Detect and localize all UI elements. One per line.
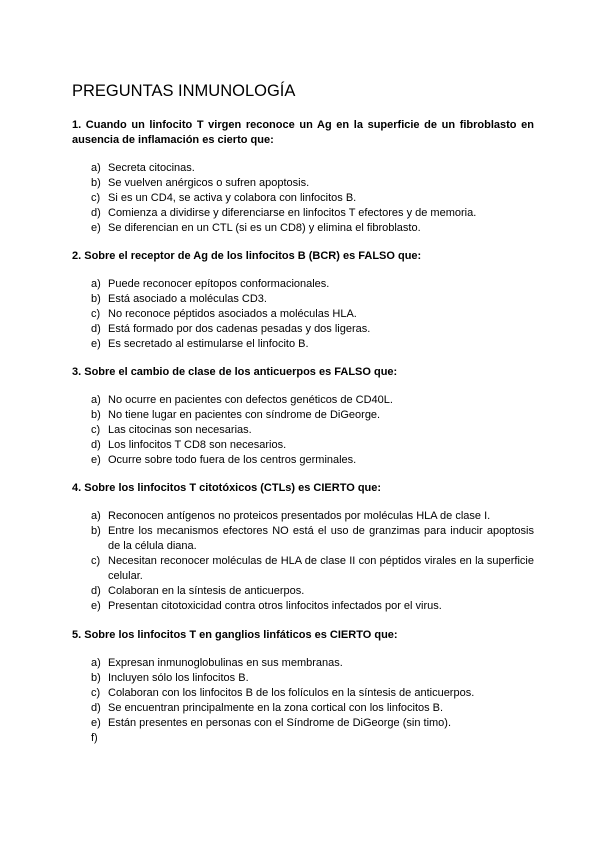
question-5 [72, 628, 534, 744]
option-a [91, 509, 534, 524]
option-letter: a) [91, 657, 101, 669]
option-letter: e) [91, 600, 101, 612]
option-e [91, 599, 534, 614]
option-letter: a) [91, 278, 101, 290]
option-b [91, 176, 534, 191]
option-text: Comienza a dividirse y diferenciarse en linfocitos T efectores y de memoria. [108, 207, 477, 219]
question-1 [72, 118, 534, 236]
option-text: Las citocinas son necesarias. [108, 424, 252, 436]
option-b [91, 524, 534, 554]
option-letter: b) [91, 672, 101, 684]
option-text: Está asociado a moléculas CD3. [108, 293, 267, 305]
option-b [91, 671, 534, 686]
option-letter: e) [91, 338, 101, 350]
option-d [91, 584, 534, 599]
option-letter: d) [91, 702, 101, 714]
option-e [91, 337, 534, 352]
option-letter: c) [91, 555, 101, 567]
question-text: 2. Sobre el receptor de Ag de los linfocitos B (BCR) es FALSO que: [72, 250, 422, 262]
option-text: Incluyen sólo los linfocitos B. [108, 672, 249, 684]
option-text: Secreta citocinas. [108, 162, 195, 174]
options-list [72, 277, 534, 352]
option-text: No reconoce péptidos asociados a moléculas HLA. [108, 308, 357, 320]
option-e [91, 716, 534, 731]
option-letter: b) [91, 525, 101, 537]
option-d [91, 701, 534, 716]
document-page [72, 82, 534, 744]
option-e [91, 453, 534, 468]
option-c [91, 686, 534, 701]
option-letter: e) [91, 717, 101, 729]
option-letter: d) [91, 585, 101, 597]
question-4 [72, 481, 534, 614]
option-letter: d) [91, 439, 101, 451]
option-c [91, 554, 534, 584]
option-text: Se vuelven anérgicos o sufren apoptosis. [108, 177, 310, 189]
options-list [72, 656, 534, 744]
option-text: Los linfocitos T CD8 son necesarios. [108, 439, 287, 451]
question-3 [72, 365, 534, 468]
option-d [91, 206, 534, 221]
option-letter: d) [91, 323, 101, 335]
option-text: Necesitan reconocer moléculas de HLA de clase II con péptidos virales en la superficie celular. [108, 555, 534, 582]
option-letter: c) [91, 192, 101, 204]
option-text: Reconocen antígenos no proteicos presentados por moléculas HLA de clase I. [108, 510, 491, 522]
option-text: Está formado por dos cadenas pesadas y dos ligeras. [108, 323, 371, 335]
option-c [91, 307, 534, 322]
question-text: 4. Sobre los linfocitos T citotóxicos (CTLs) es CIERTO que: [72, 482, 382, 494]
option-text: Es secretado al estimularse el linfocito B. [108, 338, 309, 350]
option-letter: b) [91, 409, 101, 421]
page-title: PREGUNTAS INMUNOLOGÍA [72, 82, 296, 100]
option-text: Puede reconocer epítopos conformacionales. [108, 278, 330, 290]
option-text: No tiene lugar en pacientes con síndrome de DiGeorge. [108, 409, 381, 421]
options-list [72, 161, 534, 236]
option-letter: e) [91, 454, 101, 466]
question-text: 1. Cuando un linfocito T virgen reconoce un Ag en la superficie de un fibroblasto en ausencia de inflamación es cierto que: [72, 119, 534, 146]
option-text: Expresan inmunoglobulinas en sus membranas. [108, 657, 343, 669]
question-text: 5. Sobre los linfocitos T en ganglios linfáticos es CIERTO que: [72, 629, 398, 641]
option-letter: c) [91, 424, 101, 436]
option-c [91, 191, 534, 206]
option-letter: b) [91, 177, 101, 189]
option-e [91, 221, 534, 236]
question-2 [72, 249, 534, 352]
option-text: Se diferencian en un CTL (si es un CD8) y elimina el fibroblasto. [108, 222, 421, 234]
option-a [91, 277, 534, 292]
option-letter: c) [91, 308, 101, 320]
option-letter: e) [91, 222, 101, 234]
option-text: Si es un CD4, se activa y colabora con linfocitos B. [108, 192, 357, 204]
option-a [91, 161, 534, 176]
option-letter: f) [91, 732, 98, 744]
option-letter: a) [91, 162, 101, 174]
option-a [91, 656, 534, 671]
option-letter: a) [91, 394, 101, 406]
options-list [72, 509, 534, 614]
option-text: Entre los mecanismos efectores NO está el uso de granzimas para inducir apoptosis de la célula diana. [108, 525, 534, 552]
options-list [72, 393, 534, 468]
option-text: Están presentes en personas con el Síndrome de DiGeorge (sin timo). [108, 717, 452, 729]
option-text: Ocurre sobre todo fuera de los centros germinales. [108, 454, 357, 466]
option-text: Se encuentran principalmente en la zona cortical con los linfocitos B. [108, 702, 444, 714]
option-d [91, 322, 534, 337]
option-text: Colaboran en la síntesis de anticuerpos. [108, 585, 305, 597]
question-text: 3. Sobre el cambio de clase de los anticuerpos es FALSO que: [72, 366, 398, 378]
option-a [91, 393, 534, 408]
option-d [91, 438, 534, 453]
option-c [91, 423, 534, 438]
option-letter: a) [91, 510, 101, 522]
option-letter: d) [91, 207, 101, 219]
option-text: No ocurre en pacientes con defectos genéticos de CD40L. [108, 394, 393, 406]
option-text: Presentan citotoxicidad contra otros linfocitos infectados por el virus. [108, 600, 442, 612]
option-text: Colaboran con los linfocitos B de los folículos en la síntesis de anticuerpos. [108, 687, 475, 699]
option-b [91, 292, 534, 307]
option-letter: c) [91, 687, 101, 699]
option-letter: b) [91, 293, 101, 305]
option-b [91, 408, 534, 423]
